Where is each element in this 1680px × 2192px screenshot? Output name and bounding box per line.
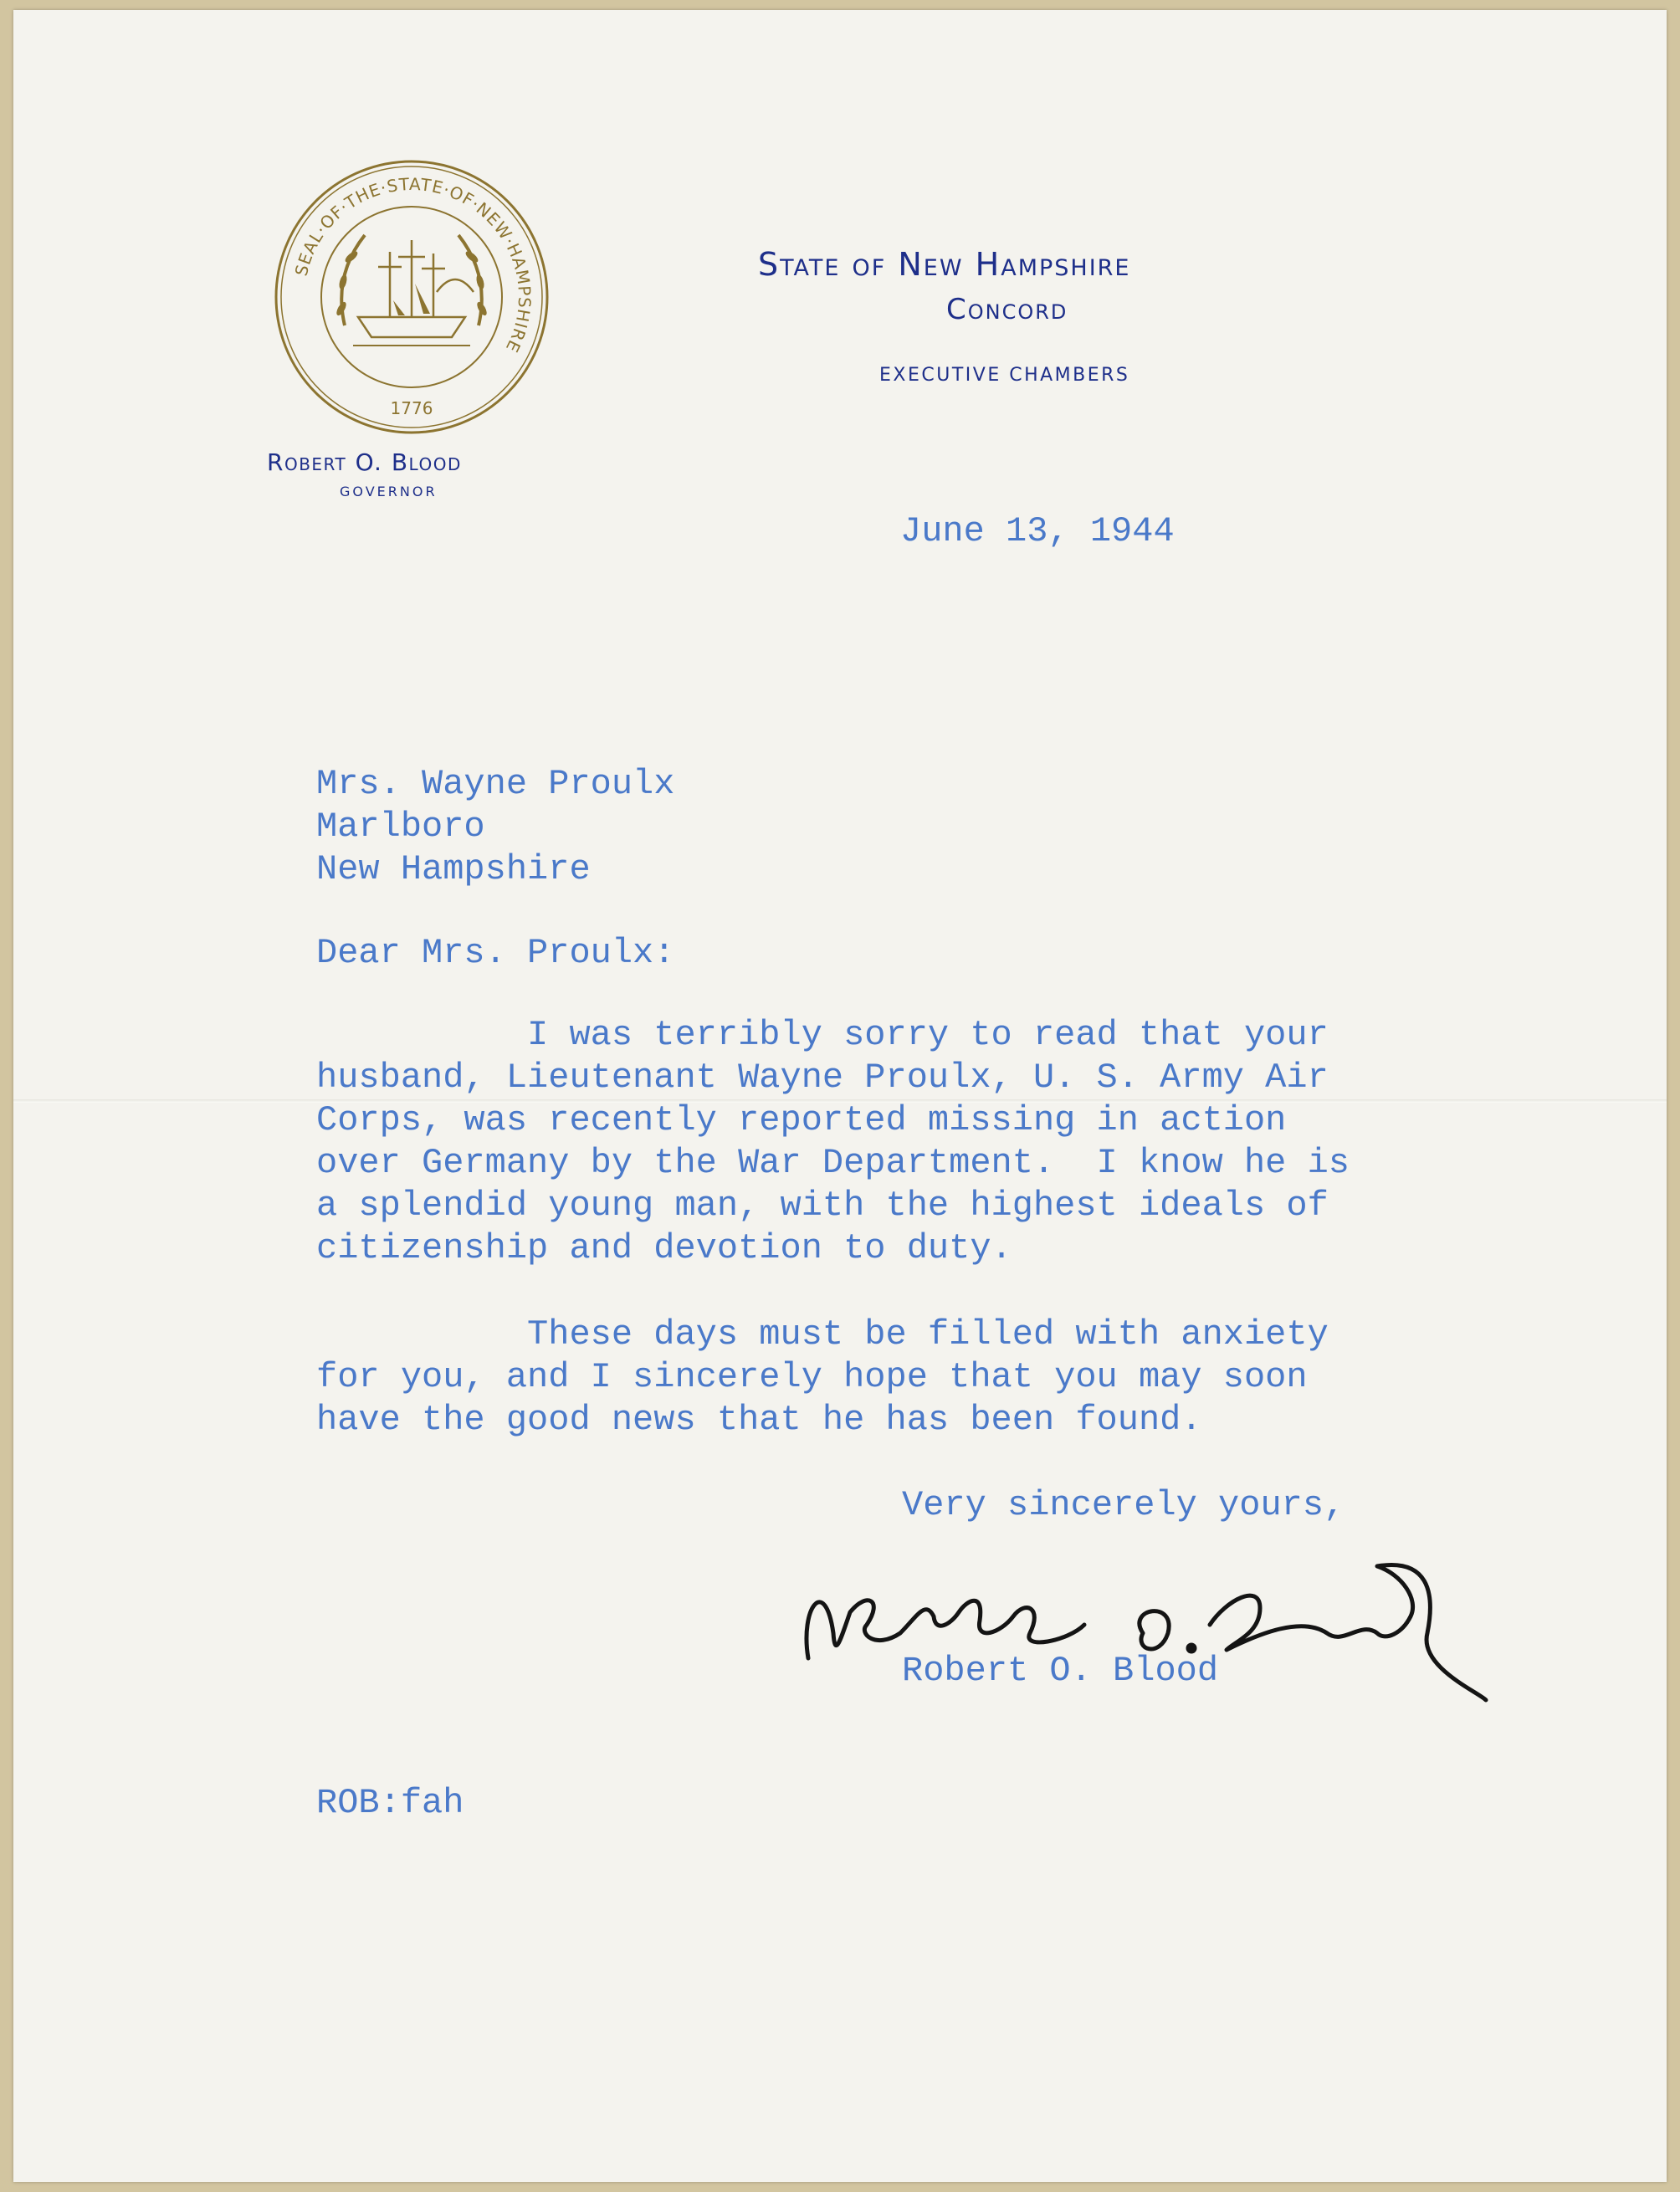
seal-text: SEAL·OF·THE·STATE·OF·NEW·HAMPSHIRE xyxy=(290,173,535,356)
governor-title: GOVERNOR xyxy=(340,484,438,499)
letterhead-state: State of New Hampshire xyxy=(758,246,1131,283)
typed-signature-name: Robert O. Blood xyxy=(902,1651,1219,1691)
letterhead-office: EXECUTIVE CHAMBERS xyxy=(879,365,1130,386)
governor-name: Robert O. Blood xyxy=(267,448,462,476)
state-seal-emblem xyxy=(273,158,551,436)
body-paragraph-2: These days must be filled with anxiety for you, and I sincerely hope that you may soon have the good news that he has been found. xyxy=(316,1314,1329,1440)
letter-date: June 13, 1944 xyxy=(900,511,1175,551)
reference-initials: ROB:fah xyxy=(316,1783,464,1823)
body-paragraph-1: I was terribly sorry to read that your husband, Lieutenant Wayne Proulx, U. S. Army Air Corps, was recently reported missing in action over Germany by the War Department. I know he is a splendid young man, with the highest ideals of citizenship and devotion to duty. xyxy=(316,1015,1350,1268)
recipient-address: Mrs. Wayne Proulx Marlboro New Hampshire xyxy=(316,764,675,889)
letterhead-city: Concord xyxy=(946,293,1068,326)
salutation: Dear Mrs. Proulx: xyxy=(316,933,675,973)
seal-year: 1776 xyxy=(390,398,433,418)
complimentary-close: Very sincerely yours, xyxy=(902,1485,1345,1525)
letter-page xyxy=(13,10,1667,2182)
